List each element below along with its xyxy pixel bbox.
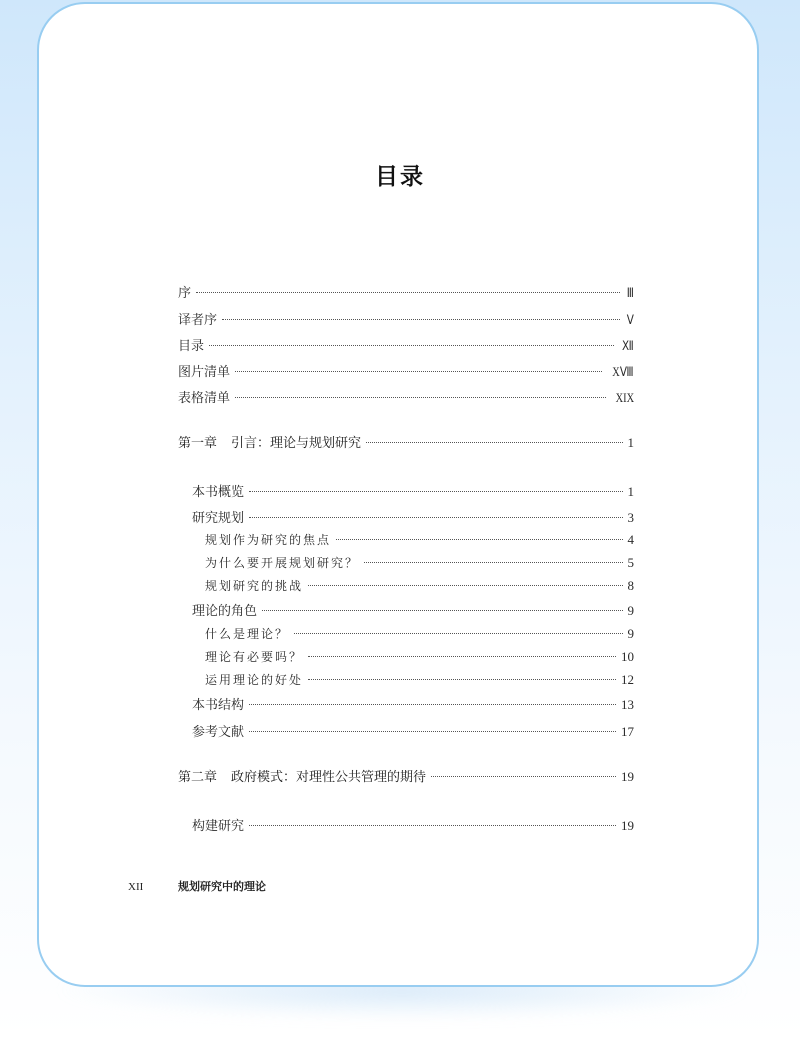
dot-leader [209,345,614,346]
toc-entry-label: 图片清单 [178,365,231,380]
toc-subentry[interactable] [205,624,634,644]
page-footer [128,878,266,894]
toc-entry-preface[interactable] [178,283,634,303]
chapter-title: 引言：理论与规划研究 [231,436,362,451]
toc-entry-label: 参考文献 [192,725,245,740]
dot-leader [235,397,606,398]
toc-entry[interactable] [192,508,634,528]
dot-leader [249,731,616,732]
dot-leader [431,776,616,777]
dot-leader [196,292,620,293]
dot-leader [249,704,616,705]
toc-entry-page: XⅧ [612,364,634,379]
toc-entry-label: 什么是理论？ [205,627,290,641]
page-folio: XII [128,881,144,893]
toc-subentry[interactable] [205,530,634,550]
dot-leader [262,610,622,611]
dot-leader [308,656,616,657]
toc-entry-label: 规划作为研究的焦点 [205,533,332,547]
toc-entry-label: 译者序 [178,313,218,328]
toc-entry-label: 序 [178,286,192,301]
toc-entry-list-of-tables[interactable] [178,388,634,408]
toc-entry[interactable] [192,482,634,502]
toc-entry-label: 运用理论的好处 [205,673,304,687]
toc-subentry[interactable] [205,576,634,596]
chapter-number: 第二章 [178,770,218,785]
dot-leader [364,562,622,563]
toc-entry-label: 研究规划 [192,511,245,526]
toc-entry-page: 13 [621,697,634,712]
chapter-title: 政府模式：对理性公共管理的期待 [231,770,427,785]
toc-entry-page: 1 [627,435,634,450]
toc-entry-contents[interactable] [178,336,634,356]
toc-entry-list-of-figures[interactable] [178,362,634,382]
dot-leader [235,371,602,372]
toc-entry-page: 12 [621,672,634,687]
toc-entry-label: 为什么要开展规划研究？ [205,556,360,570]
toc-entry-page: 10 [621,649,634,664]
chapter-number: 第一章 [178,436,218,451]
toc-entry-label: 规划研究的挑战 [205,579,304,593]
toc-entry-label: 表格清单 [178,391,231,406]
dot-leader [308,679,616,680]
dot-leader [249,491,622,492]
toc-entry-label: 理论的角色 [192,604,258,619]
toc-entry-label: 目录 [178,339,205,354]
dot-leader [294,633,622,634]
toc-chapter-2[interactable] [178,767,634,787]
toc-entry[interactable] [192,695,634,715]
toc-entry-page: 8 [627,578,634,593]
toc-entry-page: 5 [627,555,634,570]
toc-entry-label: 构建研究 [192,819,245,834]
dot-leader [336,539,622,540]
toc-entry-page: Ⅴ [626,312,634,327]
dot-leader [366,442,622,443]
toc-subentry[interactable] [205,553,634,573]
toc-entry-page: Ⅻ [622,338,634,353]
toc-entry-page: Ⅲ [626,285,634,300]
toc-entry-page: 4 [627,532,634,547]
toc-entry-page: 19 [621,818,634,833]
toc-entry-label: 本书概览 [192,485,245,500]
dot-leader [249,825,616,826]
toc-entry-page: 9 [627,626,634,641]
toc-entry[interactable] [192,722,634,742]
toc-subentry[interactable] [205,647,634,667]
toc-entry-page: 19 [621,769,634,784]
toc-chapter-1[interactable] [178,433,634,453]
toc-entry-page: 9 [627,603,634,618]
toc-entry[interactable] [192,816,634,836]
running-title: 规划研究中的理论 [178,880,266,893]
page-title: 目录 [375,164,425,191]
dot-leader [222,319,620,320]
toc-entry-translator-preface[interactable] [178,310,634,330]
toc-entry-page: 1 [627,484,634,499]
toc-entry-page: XIX [615,390,634,405]
toc-entry-label: 本书结构 [192,698,245,713]
toc-entry-label: 理论有必要吗？ [205,650,304,664]
toc-subentry[interactable] [205,670,634,690]
toc-entry-page: 17 [621,724,634,739]
dot-leader [249,517,622,518]
toc-entry[interactable] [192,601,634,621]
dot-leader [308,585,622,586]
toc-entry-page: 3 [627,510,634,525]
